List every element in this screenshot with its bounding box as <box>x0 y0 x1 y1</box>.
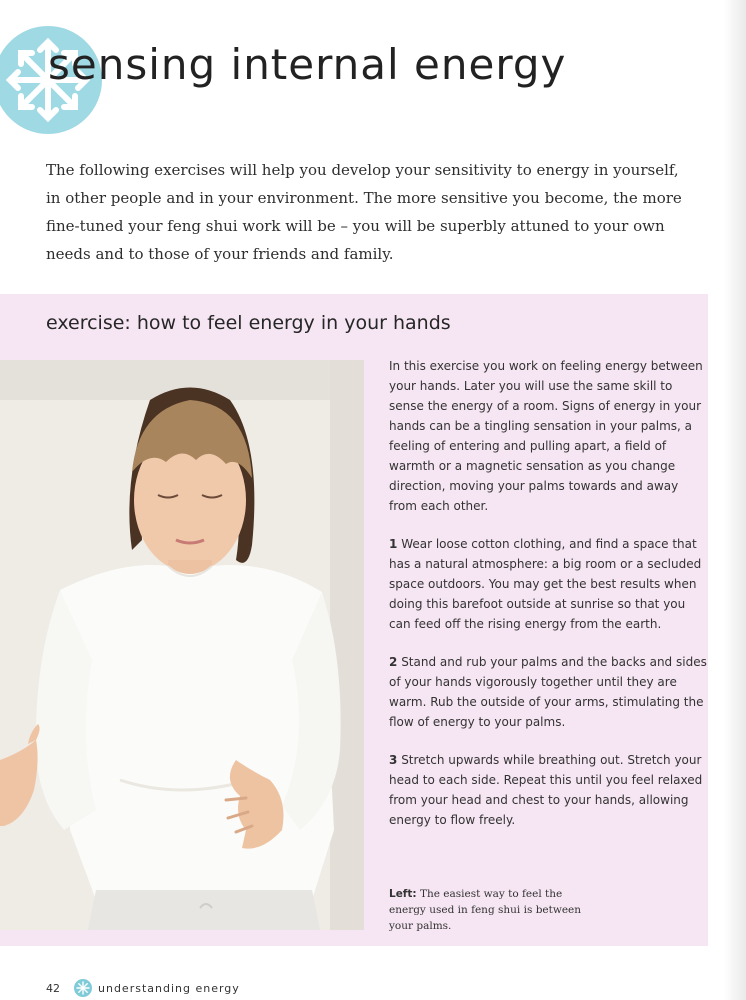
snowflake-icon <box>74 979 92 997</box>
intro-paragraph: The following exercises will help you develop your sensitivity to energy in yourself, in other people and in your environment. The more sensitive you become, the more fine-tuned your feng shui work will be – you will be superbly attuned to your own needs and to those of your friends and family. <box>46 161 682 263</box>
intro-text: In this exercise you work on feeling energy between your hands. Later you will use the same skill to sense the energy of a room. Signs of energy in your hands can be a tingling sensation in your palms, a feeling of entering and pulling apart, a field of warmth or a magnetic sensation as you change direction, moving your palms towards and away from each other. <box>389 359 703 513</box>
page-spine-shadow <box>724 0 746 1000</box>
instruction-intro <box>389 356 707 516</box>
page-footer <box>46 979 240 997</box>
instruction-step <box>389 652 707 732</box>
exercise-title: exercise: how to feel energy in your hands <box>46 312 451 334</box>
instruction-step <box>389 750 707 830</box>
step-text: Stand and rub your palms and the backs and sides of your hands vigorously together until they are warm. Rub the outside of your arms, stimulating the flow of energy to your palms. <box>389 655 707 729</box>
exercise-photo <box>0 360 364 930</box>
instruction-step <box>389 534 707 634</box>
step-text: Stretch upwards while breathing out. Stretch your head to each side. Repeat this until you feel relaxed from your head and chest to your hands, allowing energy to flow freely. <box>389 753 703 827</box>
page-title: sensing internal energy <box>48 40 567 89</box>
caption-lead: Left: <box>389 888 417 900</box>
photo-caption <box>389 886 599 934</box>
instructions-column <box>389 356 707 848</box>
step-text: Wear loose cotton clothing, and find a space that has a natural atmosphere: a big room or a secluded space outdoors. You may get the best results when doing this barefoot outside at sunrise so that you can feed off the rising energy from the earth. <box>389 537 702 631</box>
section-name: understanding energy <box>98 981 240 995</box>
step-number: 3 <box>389 753 398 767</box>
woman-photo-illustration <box>0 360 364 930</box>
page-number: 42 <box>46 981 60 995</box>
step-number: 2 <box>389 655 398 669</box>
caption-text: The easiest way to feel the energy used in feng shui is between your palms. <box>389 888 582 932</box>
step-number: 1 <box>389 537 398 551</box>
